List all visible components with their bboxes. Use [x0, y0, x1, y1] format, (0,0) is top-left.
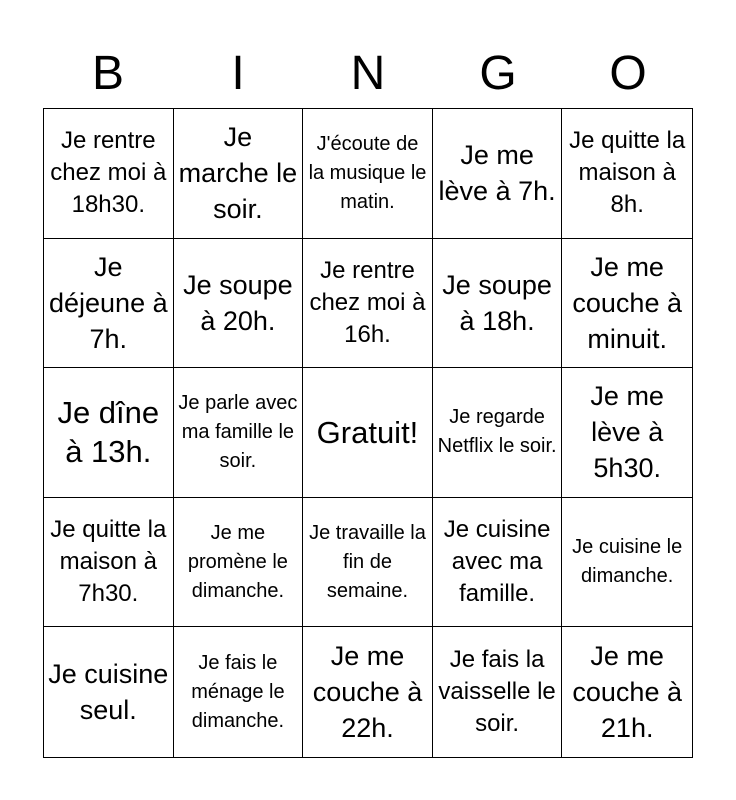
- bingo-cell-r3c4[interactable]: [433, 368, 563, 498]
- bingo-cell-text: Je fais le ménage le dimanche.: [191, 651, 285, 732]
- bingo-cell-r4c3[interactable]: [303, 498, 433, 628]
- header-letter-i: I: [231, 47, 245, 100]
- bingo-cell-text: Je rentre chez moi à 16h.: [309, 256, 426, 348]
- bingo-cell-r4c1[interactable]: [44, 498, 174, 628]
- free-space-text: Gratuit!: [316, 414, 419, 450]
- bingo-cell-text: Je me couche à 21h.: [572, 641, 682, 744]
- header-letter-n: N: [350, 47, 386, 100]
- bingo-cell-r1c3[interactable]: [303, 109, 433, 239]
- bingo-cell-text: Je me lève à 7h.: [438, 140, 556, 207]
- bingo-cell-r4c4[interactable]: [433, 498, 563, 628]
- bingo-cell-r5c5[interactable]: [562, 627, 692, 757]
- bingo-cell-r2c5[interactable]: [562, 239, 692, 369]
- bingo-cell-text: Je cuisine le dimanche.: [572, 536, 683, 588]
- bingo-cell-r1c1[interactable]: [44, 109, 174, 239]
- bingo-cell-r2c3[interactable]: [303, 239, 433, 369]
- bingo-header: [43, 40, 693, 108]
- bingo-cell-text: Je fais la vaisselle le soir.: [438, 646, 556, 738]
- bingo-cell-r1c5[interactable]: [562, 109, 692, 239]
- bingo-cell-r5c3[interactable]: [303, 627, 433, 757]
- bingo-cell-r4c5[interactable]: [562, 498, 692, 628]
- bingo-cell-text: Je me lève à 5h30.: [590, 381, 664, 484]
- bingo-cell-text: Je quitte la maison à 7h30.: [50, 516, 167, 608]
- bingo-cell-text: Je me couche à 22h.: [312, 641, 423, 744]
- bingo-cell-text: Je marche le soir.: [178, 122, 298, 225]
- bingo-cell-r2c1[interactable]: [44, 239, 174, 369]
- bingo-cell-text: Je me promène le dimanche.: [187, 521, 288, 602]
- bingo-cell-text: J'écoute de la musique le matin.: [308, 132, 427, 213]
- bingo-cell-text: Je regarde Netflix le soir.: [437, 406, 557, 458]
- bingo-cell-text: Je me couche à minuit.: [572, 251, 682, 354]
- bingo-cell-text: Je rentre chez moi à 18h30.: [50, 127, 167, 219]
- bingo-cell-r1c2[interactable]: [174, 109, 304, 239]
- bingo-cell-r1c4[interactable]: [433, 109, 563, 239]
- bingo-board: [43, 108, 693, 758]
- bingo-cell-text: Je quitte la maison à 8h.: [569, 127, 686, 219]
- bingo-cell-r5c2[interactable]: [174, 627, 304, 757]
- bingo-cell-text: Je soupe à 20h.: [183, 269, 293, 336]
- bingo-cell-r5c4[interactable]: [433, 627, 563, 757]
- bingo-cell-r2c2[interactable]: [174, 239, 304, 369]
- header-letter-b: B: [91, 47, 124, 100]
- bingo-cell-text: Je soupe à 18h.: [442, 269, 552, 336]
- bingo-cell-text: Je parle avec ma famille le soir.: [178, 391, 298, 472]
- bingo-cell-text: Je dîne à 13h.: [57, 395, 160, 470]
- bingo-cell-text: Je cuisine seul.: [48, 659, 169, 726]
- bingo-cell-r3c1[interactable]: [44, 368, 174, 498]
- bingo-cell-r5c1[interactable]: [44, 627, 174, 757]
- bingo-cell-text: Je travaille la fin de semaine.: [309, 521, 426, 602]
- bingo-cell-text: Je déjeune à 7h.: [48, 251, 168, 354]
- bingo-cell-r3c2[interactable]: [174, 368, 304, 498]
- header-letter-g: G: [479, 47, 517, 100]
- bingo-cell-free[interactable]: [303, 368, 433, 498]
- bingo-cell-r3c5[interactable]: [562, 368, 692, 498]
- bingo-cell-r2c4[interactable]: [433, 239, 563, 369]
- bingo-cell-r4c2[interactable]: [174, 498, 304, 628]
- header-letter-o: O: [609, 47, 647, 100]
- bingo-cell-text: Je cuisine avec ma famille.: [443, 516, 551, 608]
